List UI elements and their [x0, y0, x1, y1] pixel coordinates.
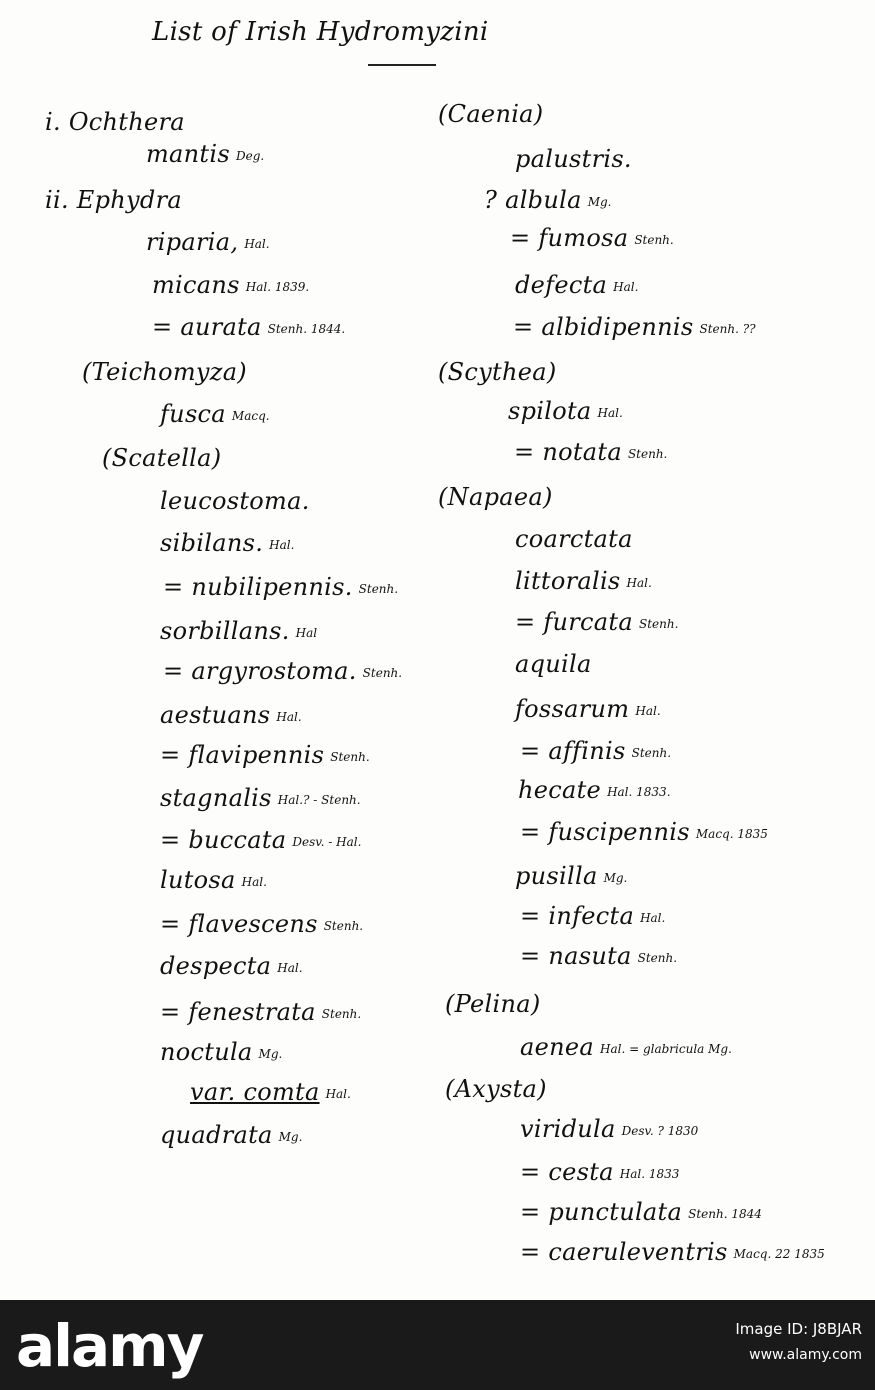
entry-author-note: Hal.: [635, 704, 661, 718]
entry-author-note: Hal.? - Stenh.: [277, 793, 361, 807]
right-entry: [515, 650, 592, 678]
entry-author-note: Stenh.: [321, 1007, 362, 1021]
entry-name: = aurata: [152, 313, 262, 341]
entry-author-note: Stenh.: [637, 951, 678, 965]
entry-name: lutosa: [160, 866, 236, 894]
left-entry: [160, 866, 267, 896]
entry-author-note: Stenh.: [330, 750, 370, 764]
entry-name: = cesta: [520, 1158, 614, 1186]
right-entry: [445, 1075, 547, 1103]
entry-name: (Scythea): [438, 358, 557, 386]
entry-author-note: Mg.: [587, 195, 612, 209]
left-entry: [160, 1121, 302, 1151]
left-entry: [152, 313, 345, 343]
right-entry: [520, 1238, 825, 1268]
entry-name: littoralis: [515, 567, 621, 595]
entry-name: mantis: [146, 140, 230, 168]
page-title: List of Irish Hydromyzini: [152, 17, 489, 47]
entry-author-note: Stenh.: [358, 582, 399, 596]
entry-name: = caeruleventris: [520, 1238, 728, 1266]
entry-name: pusilla: [515, 862, 598, 890]
entry-name: defecta: [515, 271, 608, 299]
entry-author-note: Stenh.: [362, 666, 403, 680]
entry-name: i. Ochthera: [45, 108, 185, 136]
entry-name: aquila: [515, 650, 592, 678]
entry-name: (Scatella): [102, 444, 222, 472]
entry-name: = argyrostoma.: [163, 657, 357, 685]
entry-name: coarctata: [515, 525, 633, 553]
right-entry: [438, 483, 553, 511]
entry-name: = nasuta: [520, 942, 632, 970]
entry-name: fusca: [160, 400, 226, 428]
entry-author-note: Macq. 1835: [695, 827, 768, 841]
right-entry: [520, 1158, 679, 1188]
entry-author-note: Deg.: [235, 149, 265, 163]
entry-name: = nubilipennis.: [163, 573, 353, 601]
entry-name: despecta: [160, 952, 272, 980]
entry-author-note: Hal. = glabricula Mg.: [599, 1042, 732, 1056]
footer-url: www.alamy.com: [749, 1347, 862, 1363]
entry-author-note: Hal.: [626, 576, 652, 590]
left-entry: [82, 358, 247, 386]
right-entry: [520, 737, 671, 767]
entry-name: quadrata: [160, 1121, 273, 1149]
entry-author-note: Hal. 1839.: [245, 280, 310, 294]
right-entry: [518, 776, 671, 806]
entry-name: aestuans: [160, 701, 271, 729]
entry-name: = buccata: [160, 826, 287, 854]
entry-name: = fumosa: [510, 224, 629, 252]
right-entry: [515, 608, 678, 638]
entry-name: leucostoma.: [160, 487, 310, 515]
right-entry: [445, 990, 541, 1018]
entry-name: hecate: [518, 776, 602, 804]
left-entry: [146, 228, 270, 258]
entry-name: micans: [152, 271, 240, 299]
entry-author-note: Hal.: [241, 875, 267, 889]
entry-name: = infecta: [520, 902, 635, 930]
right-entry: [515, 567, 652, 597]
right-entry: [520, 1033, 732, 1063]
entry-author-note: Hal.: [269, 538, 295, 552]
left-entry: [160, 701, 302, 731]
entry-name: viridula: [520, 1115, 616, 1143]
entry-author-note: Stenh. ??: [699, 322, 756, 336]
entry-author-note: Stenh.: [638, 617, 679, 631]
left-entry: [160, 529, 294, 559]
entry-author-note: Desv. ? 1830: [621, 1124, 699, 1138]
entry-author-note: Hal.: [244, 237, 270, 251]
right-entry: [515, 145, 632, 173]
left-entry: [160, 741, 370, 771]
right-entry: [515, 862, 627, 892]
entry-author-note: Stenh. 1844: [688, 1207, 762, 1221]
right-entry: [515, 695, 661, 725]
entry-name: = albidipennis: [513, 313, 694, 341]
right-entry: [510, 224, 674, 254]
entry-name: ii. Ephydra: [45, 186, 182, 214]
entry-name: aenea: [520, 1033, 594, 1061]
entry-author-note: Hal: [295, 626, 318, 640]
entry-name: sorbillans.: [160, 617, 290, 645]
right-entry: [484, 186, 611, 216]
left-entry: [163, 657, 402, 687]
entry-name: (Pelina): [445, 990, 541, 1018]
right-entry: [438, 358, 556, 386]
entry-name: ? albula: [484, 186, 582, 214]
entry-author-note: Macq. 22 1835: [733, 1247, 825, 1261]
right-entry: [508, 397, 623, 427]
entry-name: (Napaea): [438, 483, 553, 511]
entry-name: = flavipennis: [160, 741, 325, 769]
left-entry: [160, 487, 310, 515]
entry-name: = affinis: [520, 737, 626, 765]
right-entry: [520, 1198, 762, 1228]
entry-author-note: Stenh.: [634, 233, 674, 247]
entry-name: = notata: [514, 438, 622, 466]
right-entry: [520, 942, 677, 972]
entry-name: palustris.: [515, 145, 632, 173]
entry-author-note: Stenh.: [631, 746, 672, 760]
entry-author-note: Hal.: [325, 1087, 351, 1101]
right-entry: [513, 313, 756, 343]
left-entry: [160, 784, 361, 814]
right-entry: [520, 1115, 698, 1145]
right-entry: [515, 271, 638, 301]
right-entry: [438, 100, 543, 128]
entry-author-note: Hal.: [640, 911, 666, 925]
entry-author-note: Hal.: [613, 280, 639, 294]
left-entry: [160, 998, 361, 1028]
image-id-text: Image ID: J8BJAR: [735, 1320, 862, 1338]
entry-author-note: Macq.: [231, 409, 270, 423]
entry-author-note: Hal.: [277, 961, 303, 975]
entry-author-note: Mg.: [258, 1047, 283, 1061]
left-entry: [160, 952, 303, 982]
entry-name: (Teichomyza): [82, 358, 247, 386]
entry-author-note: Stenh.: [627, 447, 668, 461]
left-entry: [102, 444, 221, 472]
entry-name: sibilans.: [160, 529, 264, 557]
entry-name: spilota: [508, 397, 592, 425]
left-entry: [152, 271, 309, 301]
entry-name: = flavescens: [160, 910, 318, 938]
left-entry: [160, 910, 363, 940]
left-entry: [160, 1038, 282, 1068]
left-entry: [45, 186, 182, 214]
entry-name: riparia,: [146, 228, 239, 256]
right-entry: [514, 438, 667, 468]
left-entry: [160, 826, 361, 856]
right-entry: [520, 902, 665, 932]
left-entry: [146, 140, 264, 170]
left-entry: [163, 573, 398, 603]
entry-name: = fenestrata: [160, 998, 316, 1026]
entry-name: = punctulata: [520, 1198, 683, 1226]
entry-name: (Axysta): [445, 1075, 547, 1103]
entry-author-note: Hal.: [276, 710, 302, 724]
entry-name: = furcata: [515, 608, 633, 636]
entry-author-note: Hal. 1833.: [607, 785, 671, 799]
left-entry: [160, 617, 317, 647]
entry-author-note: Hal.: [597, 406, 623, 420]
title-underline: [368, 64, 436, 66]
left-entry: [45, 108, 185, 136]
left-entry: [160, 400, 270, 430]
entry-author-note: Stenh.: [323, 919, 364, 933]
entry-name: = fuscipennis: [520, 818, 690, 846]
entry-author-note: Stenh. 1844.: [267, 322, 346, 336]
right-entry: [515, 525, 633, 553]
left-entry: [190, 1078, 351, 1108]
entry-name: noctula: [160, 1038, 253, 1066]
entry-author-note: Hal. 1833: [619, 1167, 680, 1181]
right-entry: [520, 818, 768, 848]
entry-name: (Caenia): [438, 100, 544, 128]
watermark-footer: [0, 1300, 875, 1390]
entry-author-note: Desv. - Hal.: [292, 835, 362, 849]
entry-author-note: Mg.: [603, 871, 628, 885]
entry-name: fossarum: [515, 695, 630, 723]
entry-author-note: Mg.: [278, 1130, 303, 1144]
entry-name: var. comta: [190, 1078, 320, 1106]
alamy-logo: alamy: [16, 1312, 203, 1380]
entry-name: stagnalis: [160, 784, 272, 812]
